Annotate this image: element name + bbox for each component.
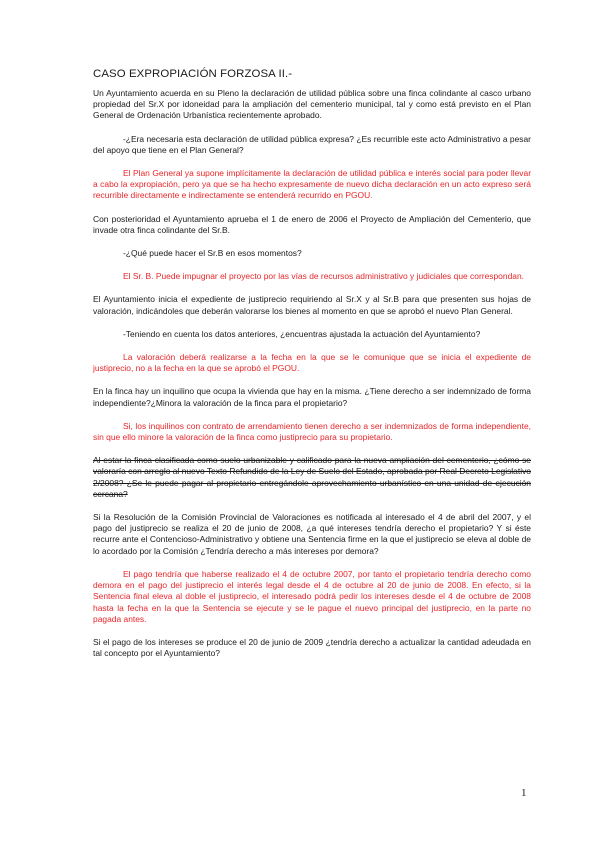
question-1: -¿Era necesaria esta declaración de utilidad pública expresa? ¿Es recurrible este acto Administrativo a pesar del apoyo que tiene en el Plan General? — [93, 133, 531, 155]
struck-question-5: Al estar la finca clasificada como suelo urbanizable y calificado para la nueva ampliación del cementerio, ¿cómo se valoraría con arreglo al nuevo Texto Refundido de la Ley de Suelo del Estado, aprobada por Real Decreto Legislativo 2/2008? ¿Se le puede pagar al propietario entregándole aprovechamiento urbanístico en una unidad de ejecución cercana? — [93, 455, 531, 499]
document-page — [93, 68, 531, 671]
case-intro: Un Ayuntamiento acuerda en su Pleno la declaración de utilidad pública sobre una finca colindante al casco urbano propiedad del Sr.X por idoneidad para la ampliación del cementerio municipal, tal y como está previsto en el Plan General de Ordenación Urbanística recientemente aprobado. — [93, 88, 531, 121]
case-statement-2: Con posterioridad el Ayuntamiento aprueba el 1 de enero de 2006 el Proyecto de Ampliación del Cementerio, que invade otra finca colindante del Sr.B. — [93, 213, 531, 235]
case-statement-3: El Ayuntamiento inicia el expediente de justiprecio requiriendo al Sr.X y al Sr.B para que presenten sus hojas de valoración, indicándoles que deberán valorarse los bienes al momento en que se aprobó el nuevo Plan General. — [93, 294, 531, 316]
question-3: -Teniendo en cuenta los datos anteriores, ¿encuentras ajustada la actuación del Ayuntamiento? — [123, 328, 481, 339]
question-2: -¿Qué puede hacer el Sr.B en esos momentos? — [123, 248, 302, 259]
answer-1: El Plan General ya supone implícitamente la declaración de utilidad pública e interés social para poder llevar a cabo la expropiación, pero ya que se ha hecho expresamente de nuevo dicha declaración en un acto expreso será recurrible directamente e indirectamente se entenderá recurrido en PGOU. — [93, 168, 531, 201]
question-6: Si la Resolución de la Comisión Provincial de Valoraciones es notificada al interesado el 4 de abril del 2007, y el pago del justiprecio se realiza el 20 de junio de 2008, ¿a qué intereses tendría derecho el propietario? Y si éste recurre ante el Contencioso-Administrativo y obtiene una Sentencia firme en la que el justiprecio se eleva al doble de lo acordado por la Comisión ¿Tendría derecho a más intereses por demora? — [93, 512, 531, 556]
answer-3: La valoración deberá realizarse a la fecha en la que se le comunique que se inicia el expediente de justiprecio, no a la fecha en la que se aprobó el PGOU. — [93, 352, 531, 374]
page-number: 1 — [521, 787, 527, 799]
answer-6: El pago tendría que haberse realizado el 4 de octubre 2007, por tanto el propietario tendría derecho como demora en el pago del justiprecio el interés legal desde el 4 de octubre al 20 de junio de 2008. En efecto, si la Sentencia final eleva al doble el justiprecio, el interesado podrá pedir los intereses desde el 4 de octubre de 2008 hasta la fecha en la que la Sentencia se ejecute y se le pague el nuevo principal del justiprecio, en la parte no pagada antes. — [93, 568, 531, 624]
document-title: CASO EXPROPIACIÓN FORZOSA II.- — [93, 68, 293, 80]
answer-4: Si, los inquilinos con contrato de arrendamiento tienen derecho a ser indemnizados de forma independiente, sin que ello minore la valoración de la finca como justiprecio para su propietario. — [93, 420, 531, 443]
question-7: Si el pago de los intereses se produce el 20 de junio de 2009 ¿tendría derecho a actualizar la cantidad adeudada en tal concepto por el Ayuntamiento? — [93, 636, 531, 659]
question-4: En la finca hay un inquilino que ocupa la vivienda que hay en la misma. ¿Tiene derecho a ser indemnizado de forma independiente?¿Minora la valoración de la finca para el propietario? — [93, 386, 531, 408]
answer-2: El Sr. B. Puede impugnar el proyecto por las vías de recursos administrativo y judiciales que correspondan. — [123, 271, 524, 282]
